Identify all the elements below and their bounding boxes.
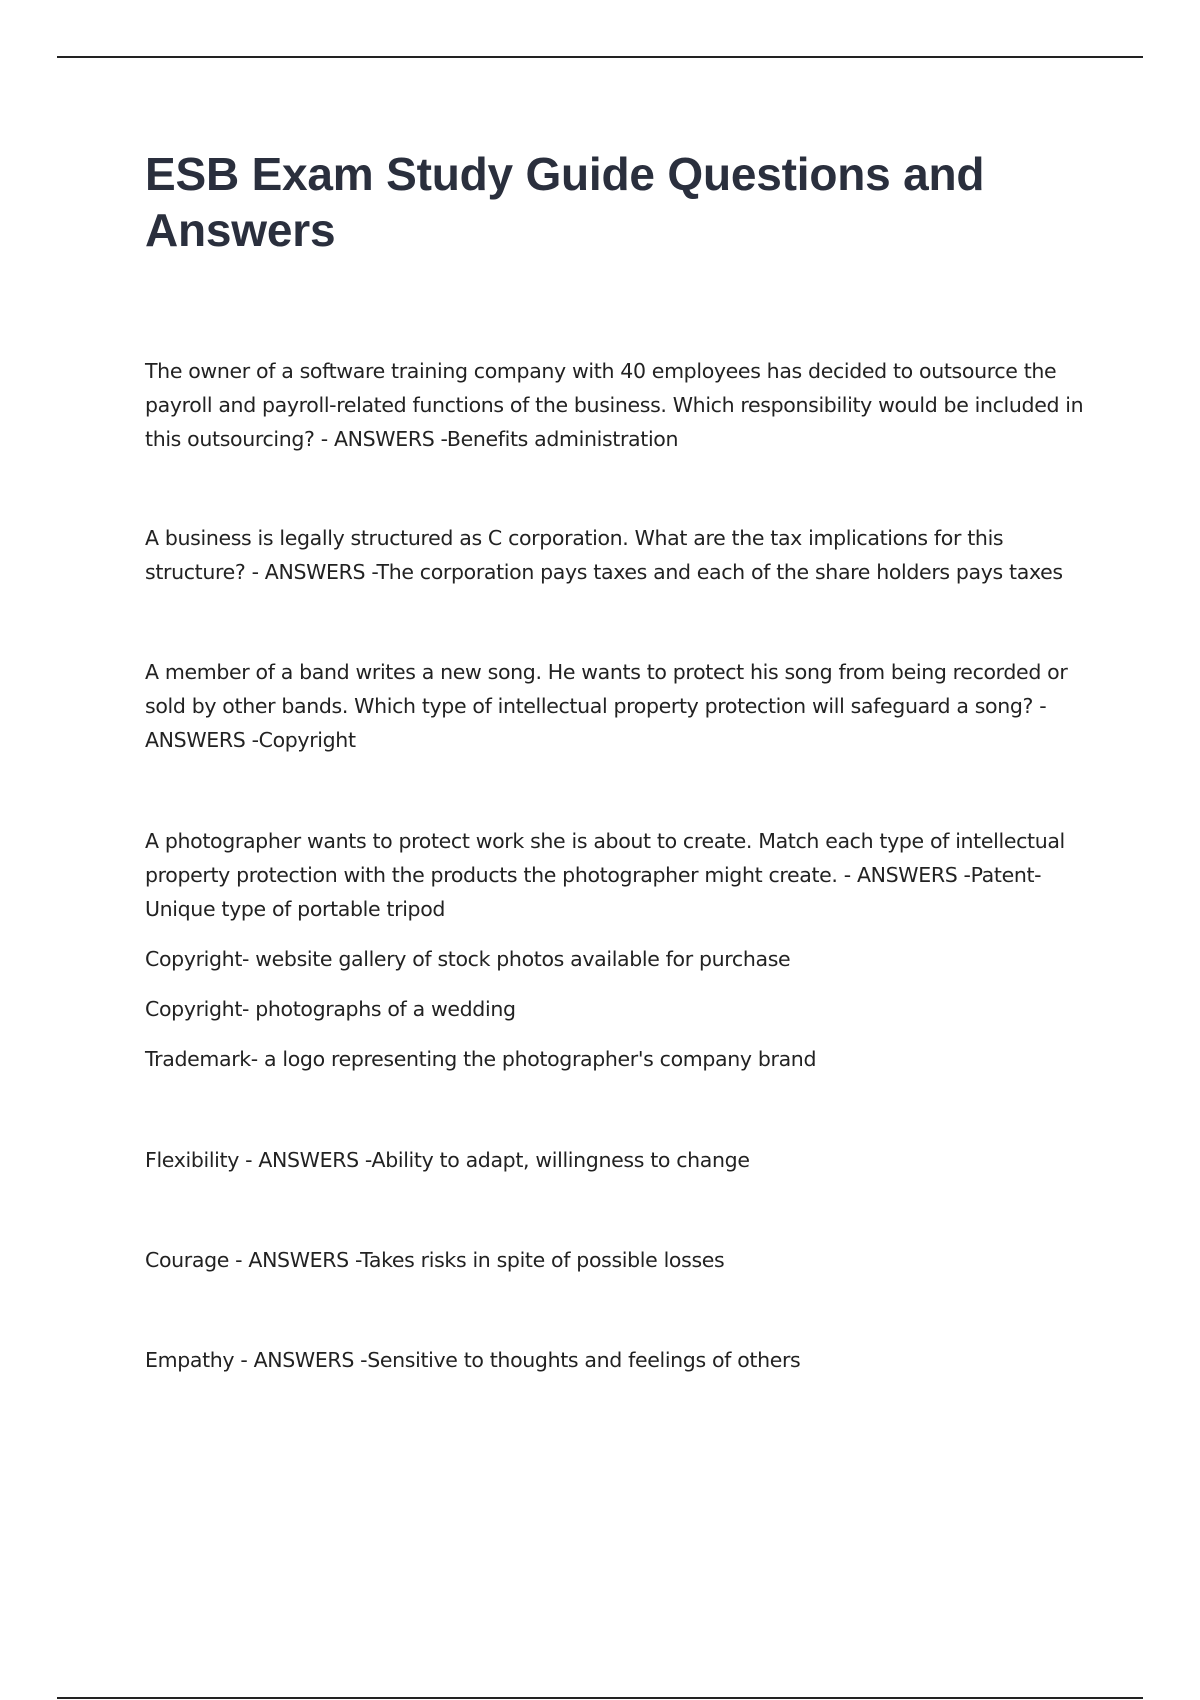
qa-entry-6 (145, 1243, 1085, 1277)
bottom-rule (57, 1697, 1143, 1699)
qa-entry-text: Courage - ANSWERS -Takes risks in spite of possible losses (145, 1248, 725, 1272)
qa-entry-2 (145, 521, 1085, 589)
qa-entry-text: Empathy - ANSWERS -Sensitive to thoughts and feelings of others (145, 1348, 801, 1372)
qa-entry-text: The owner of a software training company with 40 employees has decided to outsource the payroll and payroll-related functions of the business. Which responsibility would be included in this outsourcing? - ANSWERS -Benefits administration (145, 359, 1084, 451)
qa-entry-text: A photographer wants to protect work she is about to create. Match each type of intellectual property protection with the products the photographer might create. - ANSWERS -Patent- Unique type of portable tripod (145, 829, 1065, 921)
qa-entry-4 (145, 824, 1085, 1076)
qa-entry-text: A business is legally structured as C corporation. What are the tax implications for this structure? - ANSWERS -The corporation pays taxes and each of the share holders pays taxes (145, 526, 1063, 584)
qa-entry-subitem: Copyright- website gallery of stock photos available for purchase (145, 947, 791, 971)
qa-entry-subitem: Trademark- a logo representing the photographer's company brand (145, 1047, 817, 1071)
top-rule (57, 56, 1143, 58)
qa-entry-subitem: Copyright- photographs of a wedding (145, 997, 516, 1021)
qa-entry-3 (145, 655, 1085, 757)
qa-entry-1 (145, 354, 1085, 456)
document-title: ESB Exam Study Guide Questions and Answers (145, 148, 985, 256)
qa-entry-7 (145, 1343, 1085, 1377)
qa-entry-text: Flexibility - ANSWERS -Ability to adapt, willingness to change (145, 1148, 750, 1172)
qa-entry-5 (145, 1143, 1085, 1177)
qa-entry-text: A member of a band writes a new song. He wants to protect his song from being recorded or sold by other bands. Which type of intellectual property protection will safeguard a song? - ANSWERS -Copyright (145, 660, 1068, 752)
